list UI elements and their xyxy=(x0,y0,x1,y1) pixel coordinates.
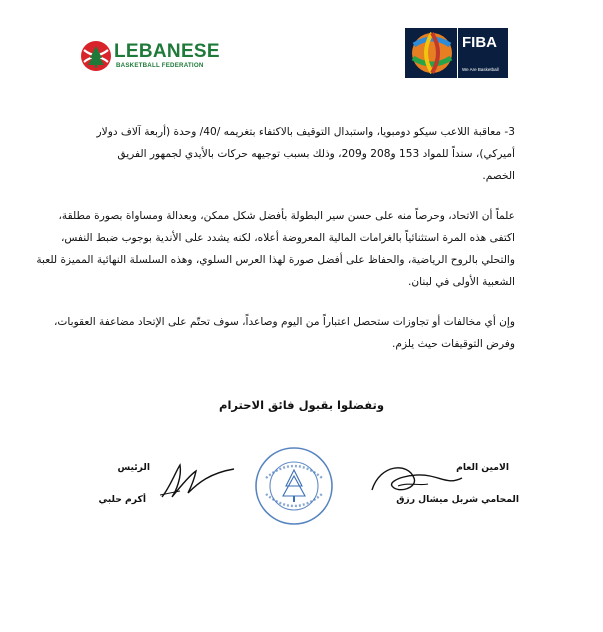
paragraph-line: والتحلي بالروح الرياضية، والحفاظ على أفضل صورة لهذا العرس السلوي، وهذه السلسلة النهائية المميزة للعبة xyxy=(36,254,515,266)
paragraph-line: أميركي)، سنداً للمواد 153 و208 و209، وذلك بسبب توجيهه حركات بالأيدي لجمهور الفريق xyxy=(117,148,515,160)
federation-stamp-icon xyxy=(252,444,336,528)
paragraph-line: الشعبية الأولى في لبنان. xyxy=(408,276,515,288)
lbf-subtitle: BASKETBALL FEDERATION xyxy=(116,62,204,69)
paragraph-line: علماً أن الاتحاد، وحرصاً منه على حسن سير البطولة بأفضل شكل ممكن، وبعدالة ومساواة بصورة مطلقة، xyxy=(58,210,515,222)
fiba-wordmark: FIBA xyxy=(462,34,497,51)
paragraph-line: اكتفى هذه المرة استثنائياً بالغرامات المالية المعروضة أعلاه، لكنه يشدد على الأندية بوجوب ضبط النفس، xyxy=(60,232,515,244)
paragraph-line: وإن أي مخالفات أو تجاوزات ستحصل اعتباراً من اليوم وصاعداً، سوف تحتّم على الإتحاد مضاعفة العقوبات، xyxy=(54,316,515,328)
paragraph-line: الخصم. xyxy=(482,170,515,182)
fiba-globe-ball-icon xyxy=(405,28,457,78)
secretary-general-name: المحامي شربل ميشال رزق xyxy=(396,494,519,505)
paragraph-line: 3- معاقبة اللاعب سيكو دومبويا، واستبدال التوقيف بالاكتفاء بتغريمه /40/ وحدة (أربعة آلاف دولار xyxy=(96,126,515,138)
fiba-tagline: We Are Basketball xyxy=(462,67,499,72)
paragraph-line: وفرض التوقيفات حيث يلزم. xyxy=(392,338,515,350)
president-signature-icon xyxy=(150,457,238,503)
paragraph-federation-notice xyxy=(36,205,515,293)
president-title: الرئيس xyxy=(117,462,150,473)
paragraph-future-violations xyxy=(54,311,515,355)
secretary-general-title: الامين العام xyxy=(456,462,509,473)
paragraph-penalty-item-3 xyxy=(85,121,515,187)
lbf-wordmark: LEBANESE xyxy=(114,41,220,62)
closing-salutation: وتفضلوا بقبول فائق الاحترام xyxy=(219,398,384,412)
president-name: أكرم حلبي xyxy=(98,494,146,505)
